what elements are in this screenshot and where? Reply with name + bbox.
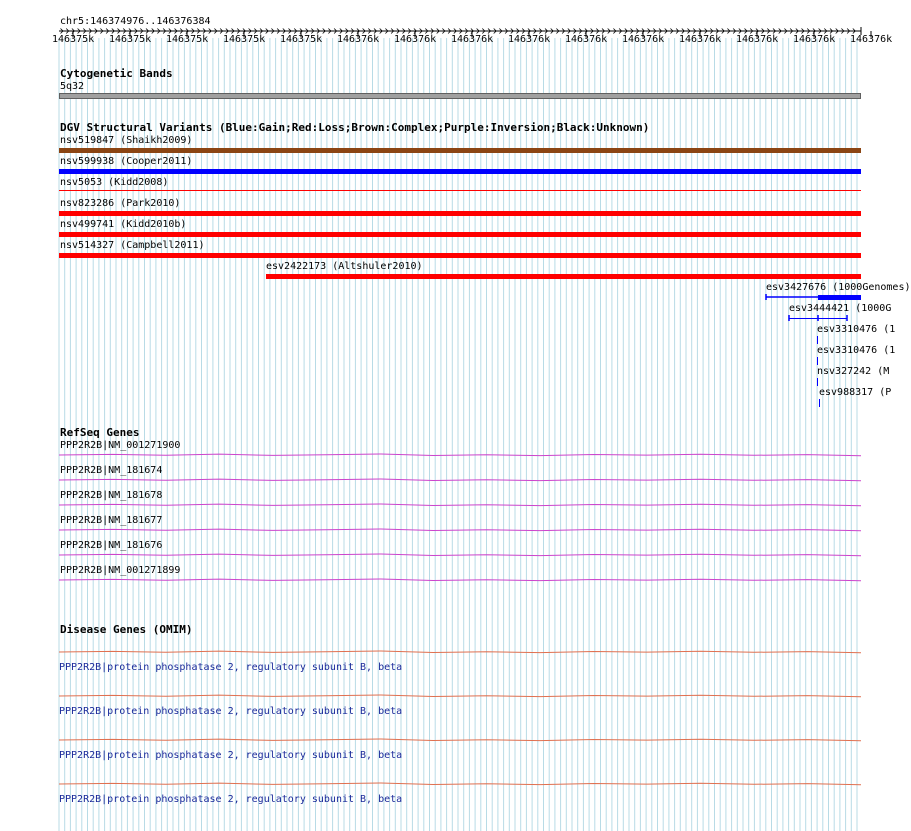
dgv-variant-label[interactable]: esv3310476 (1 xyxy=(817,345,896,356)
locus-label: chr5:146374976..146376384 xyxy=(60,16,211,27)
dgv-variant-label[interactable]: esv988317 (P xyxy=(819,387,892,398)
refseq-gene-label[interactable]: PPP2R2B|NM_181676 xyxy=(60,540,163,551)
ruler-tick-label: 146375k xyxy=(280,34,323,45)
ruler-tick-label: 146375k xyxy=(223,34,266,45)
refseq-gene-label[interactable]: PPP2R2B|NM_181677 xyxy=(60,515,163,526)
dgv-variant-bar[interactable] xyxy=(59,253,861,258)
refseq-gene-label[interactable]: PPP2R2B|NM_001271899 xyxy=(60,565,181,576)
ruler-tick-label: 146376k xyxy=(793,34,836,45)
gene-feature-line[interactable] xyxy=(59,454,861,456)
ruler-tick-label: 146376k xyxy=(394,34,437,45)
dgv-variant-label[interactable]: nsv519847 (Shaikh2009) xyxy=(60,135,193,146)
dgv-variant-label[interactable]: nsv499741 (Kidd2010b) xyxy=(60,219,187,230)
dgv-variant-bar[interactable] xyxy=(819,399,820,407)
ruler-tick-label: 146376k xyxy=(508,34,551,45)
dgv-variant-bar[interactable] xyxy=(59,169,861,174)
dgv-variant-label[interactable]: esv3444421 (1000G xyxy=(789,303,892,314)
dgv-variant-bar[interactable] xyxy=(818,295,861,300)
gene-feature-line[interactable] xyxy=(59,504,861,506)
dgv-variant-label[interactable]: nsv5053 (Kidd2008) xyxy=(60,177,169,188)
ruler-tick-label: 146376k xyxy=(565,34,608,45)
refseq-gene-label[interactable]: PPP2R2B|NM_181674 xyxy=(60,465,163,476)
gene-feature-line[interactable] xyxy=(59,695,861,697)
cytoband-bar[interactable] xyxy=(59,93,861,99)
dgv-variant-label[interactable]: nsv599938 (Cooper2011) xyxy=(60,156,193,167)
dgv-variant-bar[interactable] xyxy=(59,232,861,237)
gene-feature-line[interactable] xyxy=(59,783,861,785)
dgv-variant-label[interactable]: esv3310476 (1 xyxy=(817,324,896,335)
gene-feature-line[interactable] xyxy=(59,739,861,741)
omim-gene-label[interactable]: PPP2R2B|protein phosphatase 2, regulatory subunit B, beta xyxy=(59,662,403,673)
ruler-tick-label: 146376k xyxy=(622,34,665,45)
dgv-variant-bar[interactable] xyxy=(817,357,818,365)
ruler-tick-label: 146376k xyxy=(850,34,893,45)
omim-gene-label[interactable]: PPP2R2B|protein phosphatase 2, regulatory subunit B, beta xyxy=(59,750,403,761)
cytoband-track-title: Cytogenetic Bands xyxy=(60,67,173,80)
dgv-variant-bar[interactable] xyxy=(817,336,818,344)
ruler-tick-label: 146376k xyxy=(736,34,779,45)
dgv-variant-bar[interactable] xyxy=(817,378,818,386)
dgv-variant-bar[interactable] xyxy=(266,274,861,279)
dgv-variant-label[interactable]: nsv514327 (Campbell2011) xyxy=(60,240,205,251)
ruler-tick-label: 146375k xyxy=(166,34,209,45)
omim-gene-label[interactable]: PPP2R2B|protein phosphatase 2, regulatory subunit B, beta xyxy=(59,706,403,717)
omim-track-title: Disease Genes (OMIM) xyxy=(60,623,193,636)
ruler-tick-label: 146376k xyxy=(679,34,722,45)
dgv-variant-label[interactable]: nsv823286 (Park2010) xyxy=(60,198,181,209)
gene-feature-line[interactable] xyxy=(59,529,861,531)
dgv-variant-label[interactable]: esv3427676 (1000Genomes) xyxy=(766,282,911,293)
gene-feature-line[interactable] xyxy=(59,651,861,653)
refseq-gene-label[interactable]: PPP2R2B|NM_001271900 xyxy=(60,440,181,451)
dgv-variant-label[interactable]: nsv327242 (M xyxy=(817,366,890,377)
ruler-tick-label: 146375k xyxy=(52,34,95,45)
gene-feature-line[interactable] xyxy=(59,479,861,481)
gene-feature-line[interactable] xyxy=(59,554,861,556)
dgv-variant-label[interactable]: esv2422173 (Altshuler2010) xyxy=(266,261,423,272)
dgv-track-title: DGV Structural Variants (Blue:Gain;Red:Loss;Brown:Complex;Purple:Inversion;Black:Unknown) xyxy=(60,121,650,134)
refseq-gene-label[interactable]: PPP2R2B|NM_181678 xyxy=(60,490,163,501)
ruler-tick-label: 146376k xyxy=(337,34,380,45)
dgv-variant-bar[interactable] xyxy=(59,148,861,153)
dgv-variant-bar[interactable] xyxy=(59,190,861,191)
cytoband-label[interactable]: 5q32 xyxy=(60,81,85,92)
ruler-tick-label: 146376k xyxy=(451,34,494,45)
dgv-variant-bar[interactable] xyxy=(789,318,847,319)
dgv-variant-bar[interactable] xyxy=(59,211,861,216)
omim-gene-label[interactable]: PPP2R2B|protein phosphatase 2, regulatory subunit B, beta xyxy=(59,794,403,805)
gene-feature-line[interactable] xyxy=(59,579,861,581)
ruler-tick-label: 146375k xyxy=(109,34,152,45)
refseq-track-title: RefSeq Genes xyxy=(60,426,140,439)
